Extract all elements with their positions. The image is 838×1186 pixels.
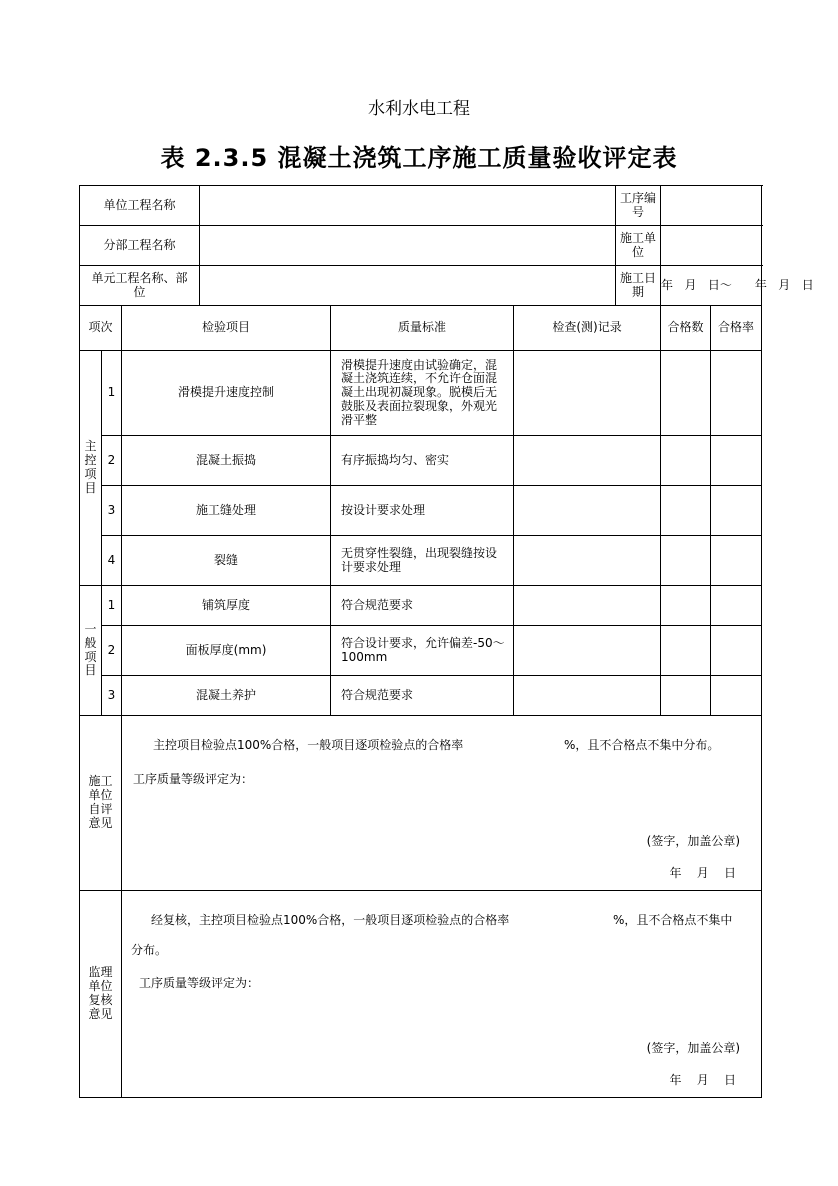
- col-header-standard: 质量标准: [331, 306, 514, 351]
- col-header-record: 检查(测)记录: [514, 306, 661, 351]
- pass-rate-cell[interactable]: [711, 351, 762, 436]
- pass-count-cell[interactable]: [661, 676, 711, 716]
- main-items-category: [80, 351, 102, 586]
- construction-date-label: 施工日期: [616, 266, 661, 306]
- check-item-name: 铺筑厚度: [122, 586, 331, 626]
- item-no: 4: [102, 536, 122, 586]
- unit-project-label: 单位工程名称: [80, 186, 200, 226]
- sub-project-field[interactable]: [200, 226, 616, 266]
- record-cell[interactable]: [514, 351, 661, 436]
- record-cell[interactable]: [514, 626, 661, 676]
- supervisor-opinion-line1-suffix: %，且不合格点不集中: [613, 913, 733, 927]
- quality-standard: 滑模提升速度由试验确定，混凝土浇筑连续，不允许仓面混凝土出现初凝现象。脱模后无鼓胀及表面拉裂现象，外观光滑平整: [331, 351, 514, 436]
- quality-standard: 符合设计要求，允许偏差-50～100mm: [331, 626, 514, 676]
- item-no: 2: [102, 626, 122, 676]
- col-header-check-item: 检验项目: [122, 306, 331, 351]
- record-cell[interactable]: [514, 536, 661, 586]
- check-item-name: 混凝土养护: [122, 676, 331, 716]
- main-item-row: [80, 436, 762, 486]
- item-no: 3: [102, 486, 122, 536]
- col-header-pass-count: 合格数: [661, 306, 711, 351]
- info-row-element: [80, 266, 762, 306]
- quality-standard: 符合规范要求: [331, 586, 514, 626]
- contractor-field[interactable]: [661, 226, 762, 266]
- item-no: 1: [102, 586, 122, 626]
- pass-count-cell[interactable]: [661, 626, 711, 676]
- supervisor-opinion-row: [80, 891, 762, 1098]
- item-no: 1: [102, 351, 122, 436]
- pass-count-cell[interactable]: [661, 586, 711, 626]
- pass-count-cell[interactable]: [661, 351, 711, 436]
- supervisor-opinion-label: 监理单位复核意见: [88, 965, 113, 1021]
- check-item-name: 混凝土振捣: [122, 436, 331, 486]
- document-title: 表 2.3.5 混凝土浇筑工序施工质量验收评定表: [160, 144, 678, 172]
- supervisor-opinion-content[interactable]: [122, 891, 762, 1098]
- supervisor-opinion-line1: 经复核，主控项目检验点100%合格，一般项目逐项检验点的合格率: [151, 913, 510, 927]
- process-no-field[interactable]: [661, 186, 762, 226]
- construction-date-field[interactable]: 年 月 日～ 年 月 日: [661, 266, 762, 306]
- record-cell[interactable]: [514, 436, 661, 486]
- supervisor-opinion-grade: 工序质量等级评定为：: [139, 976, 260, 990]
- element-field[interactable]: [200, 266, 616, 306]
- contractor-opinion-content[interactable]: [122, 716, 762, 891]
- pass-rate-cell[interactable]: [711, 536, 762, 586]
- contractor-opinion-row: [80, 716, 762, 891]
- pass-count-cell[interactable]: [661, 486, 711, 536]
- contractor-opinion-label-cell: [80, 716, 122, 891]
- item-no: 2: [102, 436, 122, 486]
- pass-rate-cell[interactable]: [711, 626, 762, 676]
- pass-count-cell[interactable]: [661, 436, 711, 486]
- item-no: 3: [102, 676, 122, 716]
- info-row-sub-project: [80, 226, 762, 266]
- unit-project-field[interactable]: [200, 186, 616, 226]
- col-header-pass-rate: 合格率: [711, 306, 762, 351]
- col-header-item: 项次: [80, 306, 122, 351]
- pass-rate-cell[interactable]: [711, 586, 762, 626]
- check-item-name: 裂缝: [122, 536, 331, 586]
- contractor-opinion-sign: (签字，加盖公章): [646, 834, 741, 848]
- element-label: 单元工程名称、部位: [80, 266, 200, 306]
- check-item-name: 滑模提升速度控制: [122, 351, 331, 436]
- quality-standard: 按设计要求处理: [331, 486, 514, 536]
- evaluation-form-table: [79, 185, 814, 1098]
- pass-rate-cell[interactable]: [711, 676, 762, 716]
- pass-rate-cell[interactable]: [711, 436, 762, 486]
- document-subtitle: 水利水电工程: [368, 99, 470, 119]
- check-item-name: 面板厚度(mm): [122, 626, 331, 676]
- column-header-row: [80, 306, 762, 351]
- sub-project-label: 分部工程名称: [80, 226, 200, 266]
- contractor-opinion-line1: 主控项目检验点100%合格，一般项目逐项检验点的合格率: [153, 738, 464, 752]
- record-cell[interactable]: [514, 586, 661, 626]
- record-cell[interactable]: [514, 486, 661, 536]
- quality-standard: 符合规范要求: [331, 676, 514, 716]
- supervisor-opinion-date: 年 月 日: [669, 1073, 737, 1087]
- contractor-opinion-label: 施工单位自评意见: [88, 774, 113, 830]
- supervisor-opinion-label-cell: [80, 891, 122, 1098]
- general-items-category: [80, 586, 102, 716]
- record-cell[interactable]: [514, 676, 661, 716]
- process-no-label: 工序编号: [616, 186, 661, 226]
- main-item-row: [80, 486, 762, 536]
- quality-standard: 有序振捣均匀、密实: [331, 436, 514, 486]
- supervisor-opinion-sign: (签字，加盖公章): [646, 1041, 741, 1055]
- supervisor-opinion-line1-cont: 分布。: [131, 943, 168, 957]
- main-items-category-label: 主控项目: [84, 439, 97, 495]
- check-item-name: 施工缝处理: [122, 486, 331, 536]
- quality-standard: 无贯穿性裂缝，出现裂缝按设计要求处理: [331, 536, 514, 586]
- contractor-opinion-date: 年 月 日: [669, 866, 737, 880]
- pass-count-cell[interactable]: [661, 536, 711, 586]
- general-item-row: [80, 626, 762, 676]
- main-item-row: [80, 351, 762, 436]
- general-item-row: [80, 676, 762, 716]
- general-item-row: [80, 586, 762, 626]
- info-row-unit-project: [80, 186, 762, 226]
- contractor-opinion-grade: 工序质量等级评定为：: [133, 772, 254, 786]
- main-item-row: [80, 536, 762, 586]
- contractor-label: 施工单位: [616, 226, 661, 266]
- pass-rate-cell[interactable]: [711, 486, 762, 536]
- contractor-opinion-line1-suffix: %，且不合格点不集中分布。: [564, 738, 720, 752]
- general-items-category-label: 一般项目: [84, 621, 97, 678]
